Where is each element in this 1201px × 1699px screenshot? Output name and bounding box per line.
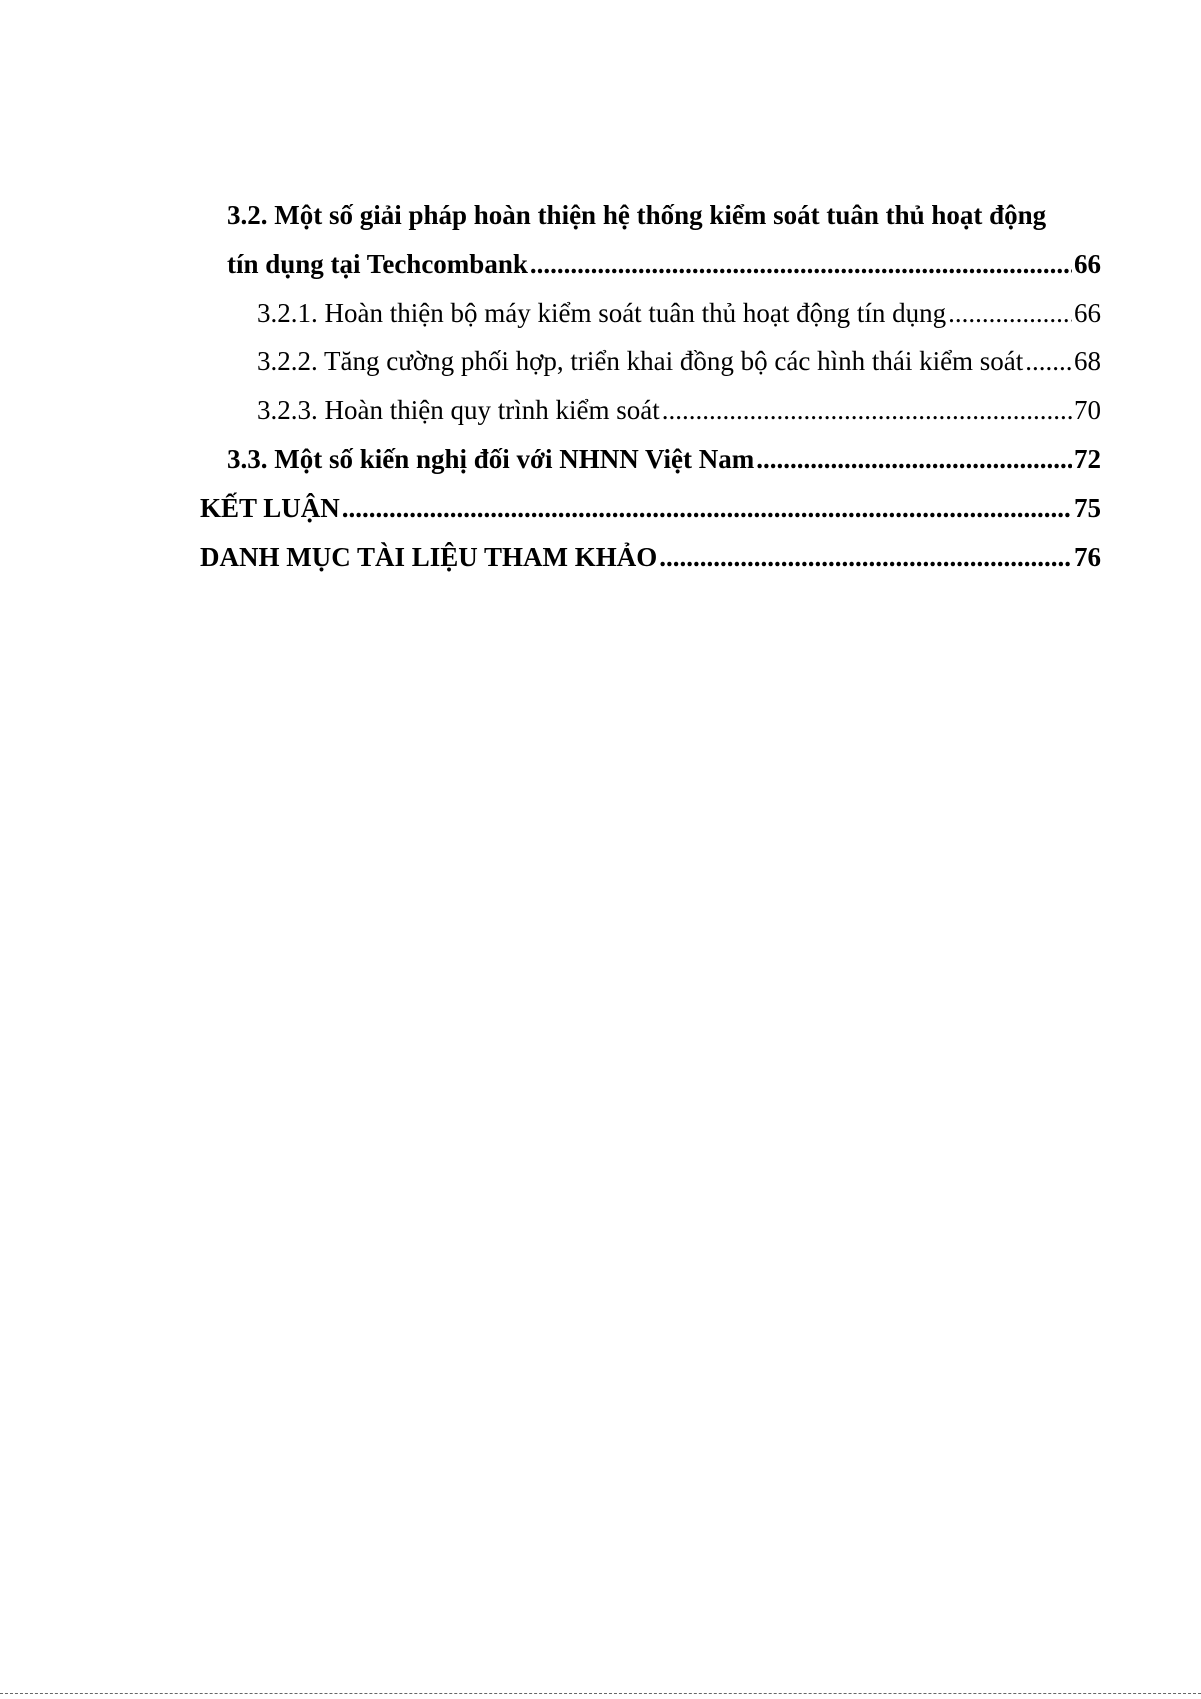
- toc-entry-danh-muc[interactable]: [200, 542, 1101, 573]
- dot-leader: [756, 444, 1072, 475]
- dot-leader: [662, 395, 1072, 426]
- toc-entry-3-2-1-page: 66: [1074, 298, 1101, 328]
- toc-entry-ket-luan-title: KẾT LUẬN: [200, 493, 340, 523]
- toc-entry-3-2-page: 66: [1074, 249, 1101, 279]
- toc-entry-3-3-page: 72: [1074, 444, 1101, 474]
- toc-entry-3-2-2[interactable]: [257, 346, 1101, 377]
- toc-entry-3-2-2-page: 68: [1074, 346, 1101, 376]
- dot-leader: [659, 542, 1072, 573]
- toc-entry-ket-luan-page: 75: [1074, 493, 1101, 523]
- dot-leader: [948, 298, 1072, 329]
- toc-entry-3-2-1-title: 3.2.1. Hoàn thiện bộ máy kiểm soát tuân thủ hoạt động tín dụng: [257, 298, 947, 328]
- dot-leader: [1025, 346, 1072, 377]
- page-bottom-border: [0, 1693, 1201, 1695]
- toc-entry-3-2-1[interactable]: [257, 298, 1101, 329]
- toc-entry-3-2-3[interactable]: [257, 395, 1101, 426]
- dot-leader: [342, 493, 1072, 524]
- dot-leader: [530, 249, 1072, 280]
- toc-entry-3-2-title-line2: tín dụng tại Techcombank: [227, 249, 528, 279]
- toc-entry-3-2[interactable]: [227, 249, 1101, 280]
- toc-entry-danh-muc-page: 76: [1074, 542, 1101, 572]
- toc-entry-3-2-3-page: 70: [1074, 395, 1101, 425]
- toc-entry-3-3-title: 3.3. Một số kiến nghị đối với NHNN Việt Nam: [227, 444, 755, 474]
- toc-entry-3-2-2-title: 3.2.2. Tăng cường phối hợp, triển khai đồng bộ các hình thái kiểm soát: [257, 346, 1024, 376]
- toc-entry-3-3[interactable]: [227, 444, 1101, 475]
- toc-entry-danh-muc-title: DANH MỤC TÀI LIỆU THAM KHẢO: [200, 542, 658, 572]
- toc-entry-3-2-title-line1: 3.2. Một số giải pháp hoàn thiện hệ thống kiểm soát tuân thủ hoạt động: [227, 200, 1047, 230]
- toc-entry-3-2-3-title: 3.2.3. Hoàn thiện quy trình kiểm soát: [257, 395, 660, 425]
- toc-entry-ket-luan[interactable]: [200, 493, 1101, 524]
